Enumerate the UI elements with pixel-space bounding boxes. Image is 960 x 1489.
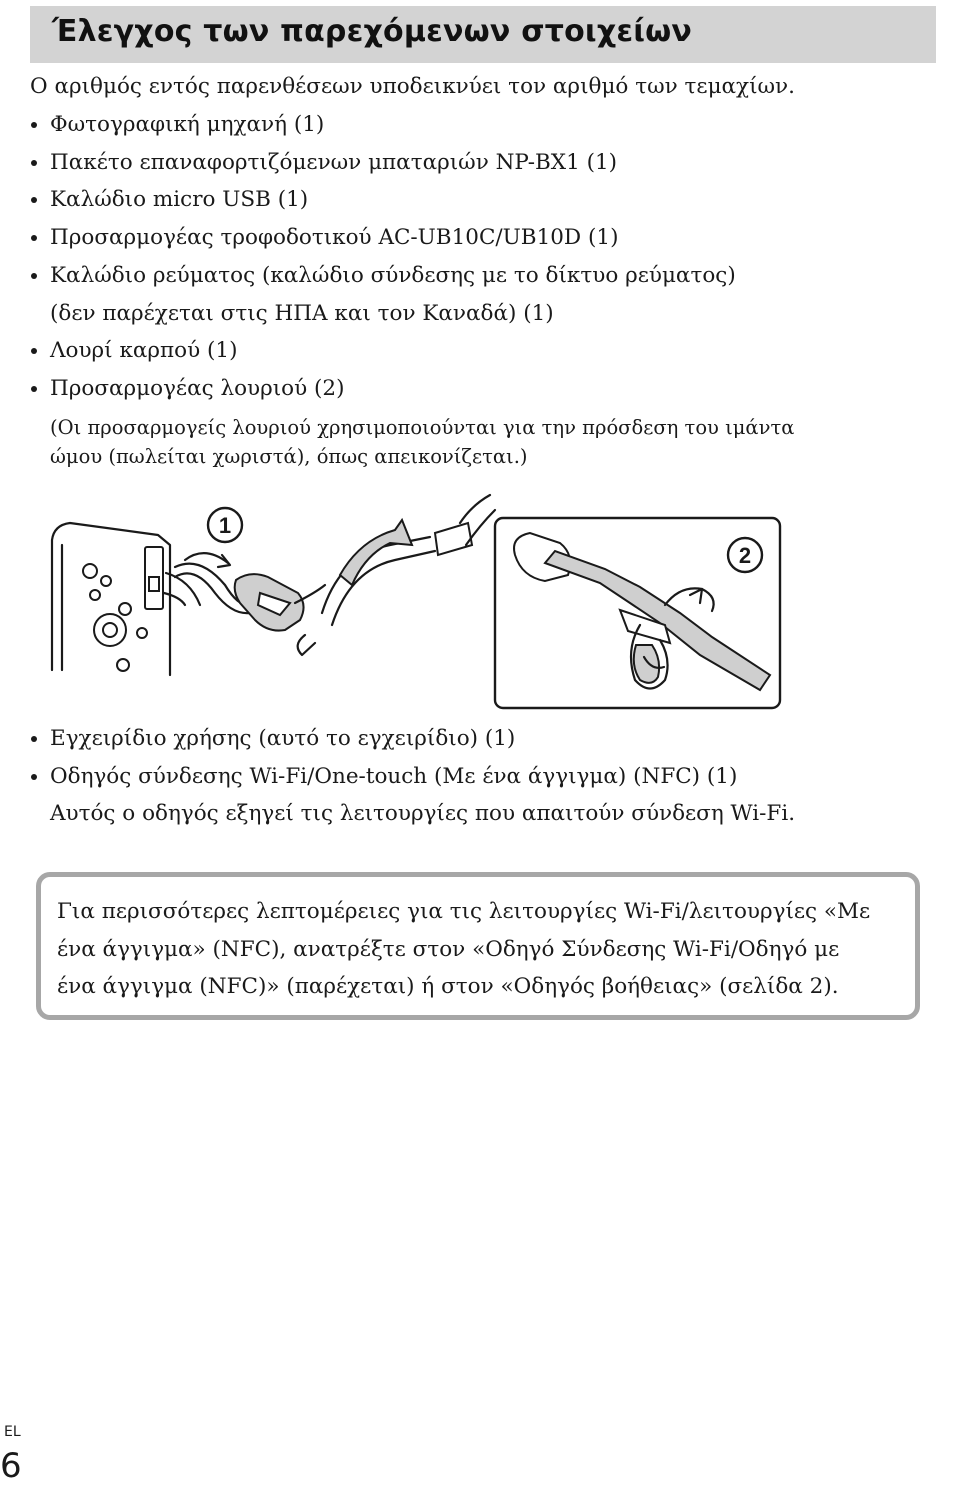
- step-1-number: 1: [218, 513, 232, 538]
- list-item-continuation: (δεν παρέχεται στις ΗΠΑ και τον Καναδά) (1): [50, 300, 554, 326]
- supplied-items-list: [30, 106, 930, 471]
- list-item: Φωτογραφική μηχανή (1): [30, 106, 930, 144]
- list-item-text: Καλώδιο ρεύματος (καλώδιο σύνδεσης με το δίκτυο ρεύματος): [50, 262, 736, 288]
- strap-adaptor-note: [50, 408, 930, 471]
- list-item: [30, 257, 930, 332]
- step-2-badge: [728, 538, 762, 572]
- info-line-3: ένα άγγιγμα (NFC)» (παρέχεται) ή στον «Οδηγός βοήθειας» (σελίδα 2).: [57, 974, 839, 999]
- list-item: Καλώδιο micro USB (1): [30, 181, 930, 219]
- list-item-text: Προσαρμογέας λουριού (2): [50, 375, 345, 401]
- step-2-number: 2: [738, 543, 752, 568]
- strap-clip-drawing: [175, 564, 325, 655]
- strap-band-drawing: [322, 495, 495, 625]
- note-line-2: ώμου (πωλείται χωριστά), όπως απεικονίζεται.): [50, 444, 528, 468]
- language-code: EL: [4, 1424, 21, 1440]
- intro-text: Ο αριθμός εντός παρενθέσεων υποδεικνύει τον αριθμό των τεμαχίων.: [30, 74, 795, 99]
- supplied-items-list-continued: [30, 720, 930, 833]
- strap-adaptor-illustration: [40, 485, 800, 710]
- list-item-text: Οδηγός σύνδεσης Wi-Fi/One-touch (Με ένα άγγιγμα) (NFC) (1): [50, 763, 738, 789]
- list-item: Εγχειρίδιο χρήσης (αυτό το εγχειρίδιο) (1): [30, 720, 930, 758]
- list-item: Προσαρμογέας τροφοδοτικού AC-UB10C/UB10D (1): [30, 219, 930, 257]
- list-item: [30, 370, 930, 471]
- info-box-text: [41, 877, 915, 1006]
- info-line-1: Για περισσότερες λεπτομέρειες για τις λειτουργίες Wi-Fi/λειτουργίες «Με: [57, 899, 871, 924]
- list-item: [30, 758, 930, 833]
- step-1-badge: [208, 508, 242, 542]
- page-number: 6: [0, 1446, 22, 1486]
- list-item: Πακέτο επαναφορτιζόμενων μπαταριών NP-BX1 (1): [30, 144, 930, 182]
- list-item-continuation: Αυτός ο οδηγός εξηγεί τις λειτουργίες που απαιτούν σύνδεση Wi-Fi.: [50, 801, 796, 827]
- adaptor-detail-drawing: [514, 533, 770, 690]
- list-item: Λουρί καρπού (1): [30, 332, 930, 370]
- info-box: [36, 872, 920, 1020]
- info-line-2: ένα άγγιγμα» (NFC), ανατρέξτε στον «Οδηγό Σύνδεσης Wi-Fi/Οδηγό με: [57, 936, 840, 962]
- page-title: Έλεγχος των παρεχόμενων στοιχείων: [52, 14, 693, 49]
- section-heading-bar: [30, 6, 936, 63]
- camera-body-drawing: [52, 523, 200, 675]
- note-line-1: (Οι προσαρμογείς λουριού χρησιμοποιούνται για την πρόσδεση του ιμάντα: [50, 415, 795, 439]
